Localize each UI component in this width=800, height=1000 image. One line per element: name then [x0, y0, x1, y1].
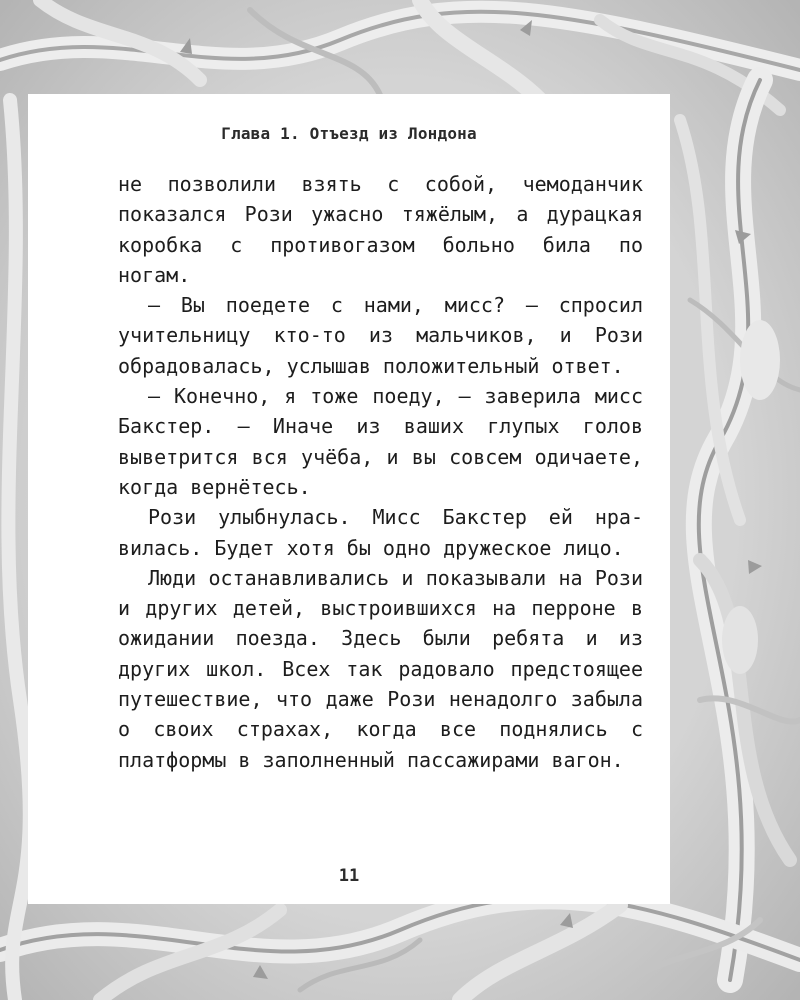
page-body-text — [118, 169, 643, 775]
paragraph-3: — Конечно, я тоже поеду, — заверила мисс Бакстер. — Иначе из ваших глупых голов выветрится вся учёба, и вы совсем одичаете, когда вернётесь. — [118, 384, 643, 499]
paragraph-1: не позволили взять с собой, чемоданчик показался Рози ужасно тяжёлым, а дурацкая коробка с противогазом больно била по ногам. — [118, 172, 643, 287]
paragraph-4: Рози улыбнулась. Мисс Бакстер ей нравилась. Будет хотя бы одно дружеское лицо. — [118, 505, 643, 560]
paragraph-2: — Вы поедете с нами, мисс? — спросил учительницу кто-то из мальчиков, и Рози обрадовалась, услышав положительный ответ. — [118, 293, 643, 378]
paragraph-5: Люди останавливались и показывали на Рози и других детей, выстроившихся на перроне в ожидании поезда. Здесь были ребята и из других школ. Всех так радовало предстоящее путешествие, что даже Рози ненадолго забыла о своих страхах, когда все поднялись с платформы в заполненный пассажирами вагон. — [118, 565, 643, 772]
book-page — [28, 94, 670, 904]
page-number: 11 — [338, 866, 360, 886]
running-header: Глава 1. Отъезд из Лондона — [221, 124, 477, 143]
